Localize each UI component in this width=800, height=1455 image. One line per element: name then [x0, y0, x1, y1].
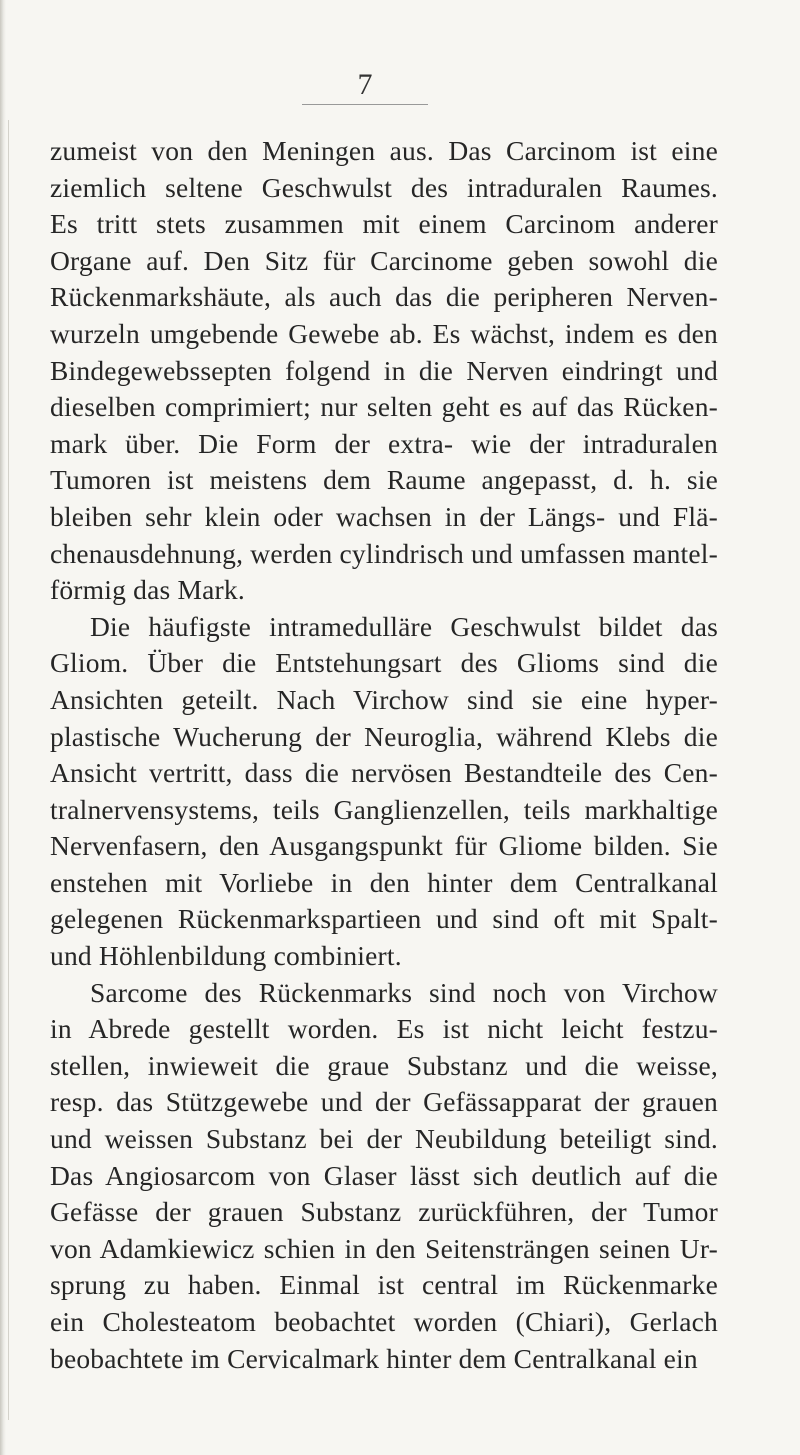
text-line: gelegenen Rückenmarkspartieen und sind oft mit Spalt- [50, 903, 718, 935]
header-rule [302, 104, 428, 105]
text-line: Rückenmarkshäute, als auch das die peripheren Nerven- [50, 281, 718, 313]
text-line: Tumoren ist meistens dem Raume angepasst, d. h. sie [50, 464, 718, 496]
text-line: förmig das Mark. [50, 574, 245, 606]
text-line: Ansicht vertritt, dass die nervösen Bestandteile des Cen- [50, 757, 718, 789]
text-line: ziemlich seltene Geschwulst des intraduralen Raumes. [50, 171, 718, 203]
text-line: tralnervensystems, teils Ganglienzellen, teils markhaltige [50, 793, 718, 825]
text-line: Bindegewebssepten folgend in die Nerven eindringt und [50, 354, 718, 386]
text-line: mark über. Die Form der extra- wie der intraduralen [50, 427, 718, 459]
text-line: und Höhlenbildung combiniert. [50, 940, 402, 972]
text-line: resp. das Stützgewebe und der Gefässapparat der grauen [50, 1086, 718, 1118]
text-line: enstehen mit Vorliebe in den hinter dem Centralkanal [50, 866, 718, 898]
text-line: Nervenfasern, den Ausgangspunkt für Gliome bilden. Sie [50, 830, 718, 862]
text-line: Es tritt stets zusammen mit einem Carcinom anderer [50, 208, 718, 240]
paragraph [50, 133, 718, 609]
text-line: und weissen Substanz bei der Neubildung beteiligt sind. [50, 1123, 718, 1155]
text-line: Gefässe der grauen Substanz zurückführen, der Tumor [50, 1196, 718, 1228]
text-line: stellen, inwieweit die graue Substanz und die weisse, [50, 1049, 718, 1081]
body-text [50, 133, 718, 1377]
text-line: Organe auf. Den Sitz für Carcinome geben sowohl die [50, 244, 718, 276]
text-line: dieselben comprimiert; nur selten geht es auf das Rücken- [50, 391, 718, 423]
page-header [300, 68, 430, 105]
text-line: von Adamkiewicz schien in den Seitensträngen seinen Ur- [50, 1232, 718, 1264]
page-number: 7 [357, 68, 373, 101]
text-line: Das Angiosarcom von Glaser lässt sich deutlich auf die [50, 1159, 718, 1191]
text-line: plastische Wucherung der Neuroglia, während Klebs die [50, 720, 718, 752]
text-line: zumeist von den Meningen aus. Das Carcinom ist eine [50, 135, 718, 166]
text-line: bleiben sehr klein oder wachsen in der Längs- und Flä- [50, 500, 718, 532]
paragraph [50, 975, 718, 1378]
scan-margin-line [8, 120, 9, 1420]
text-line: beobachtete im Cervicalmark hinter dem Centralkanal ein [50, 1342, 698, 1374]
scan-edge [0, 0, 6, 1455]
text-line: wurzeln umgebende Gewebe ab. Es wächst, indem es den [50, 317, 718, 349]
text-line: ein Cholesteatom beobachtet worden (Chiari), Gerlach [50, 1306, 718, 1337]
text-line: in Abrede gestellt worden. Es ist nicht leicht festzu- [50, 1013, 718, 1045]
text-line: Sarcome des Rückenmarks sind noch von Virchow [90, 976, 718, 1008]
text-line: Ansichten geteilt. Nach Virchow sind sie eine hyper- [50, 683, 718, 715]
paragraph [50, 609, 718, 975]
text-line: chenausdehnung, werden cylindrisch und umfassen mantel- [50, 537, 718, 569]
text-line: Gliom. Über die Entstehungsart des Glioms sind die [50, 647, 718, 679]
text-line: sprung zu haben. Einmal ist central im Rückenmarke [50, 1269, 718, 1301]
text-line: Die häufigste intramedulläre Geschwulst bildet das [90, 610, 718, 642]
